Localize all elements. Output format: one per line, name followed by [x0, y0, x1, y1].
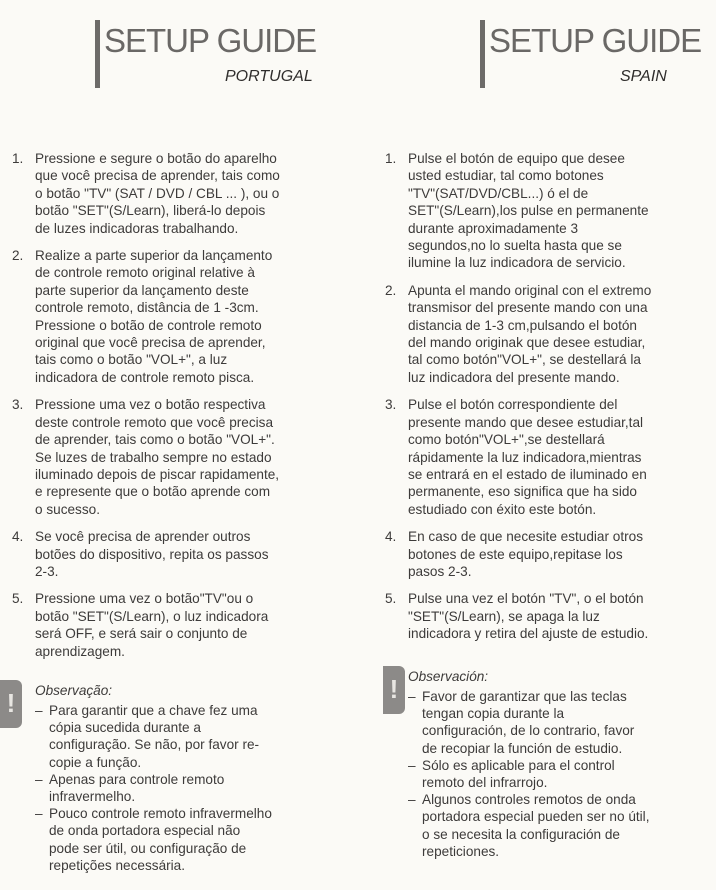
note-text-line: Favor de garantizar que las teclas: [422, 689, 627, 704]
step-text-line: Apunta el mando original con el extremo: [408, 282, 652, 298]
step-number: 1.: [12, 151, 24, 166]
step-text-line: En caso de que necesite estudiar otros: [408, 529, 644, 545]
step-number: 2.: [12, 248, 24, 264]
step-text-line: presente mando que desee estudiar,tal: [408, 414, 644, 430]
note-text-line: pode ser útil, ou configuração de: [49, 840, 247, 856]
step-number: 1.: [385, 151, 397, 166]
step-text-line: "SET"(S/Learn), se apaga la luz: [408, 608, 600, 624]
step-text-line: o botão "TV" (SAT / DVD / CBL ... ), ou o: [35, 185, 280, 201]
steps-list: [385, 150, 710, 653]
note-item: [408, 757, 649, 791]
step-text-line: Pressione o botão de controle remoto: [35, 317, 262, 333]
step-text-line: pasos 2-3.: [408, 563, 472, 579]
step-number: 5.: [385, 591, 397, 607]
step-text-line: SET"(S/Learn),los pulse en permanente: [408, 203, 649, 219]
step-text-line: aprendizagem.: [35, 643, 125, 659]
note-text-line: Algunos controles remotos de onda: [422, 792, 636, 808]
dash-bullet: –: [408, 792, 416, 808]
step-text-line: Pulse el botón correspondiente del: [408, 397, 618, 413]
dash-bullet: –: [408, 757, 416, 773]
step-text-line: tais como o botão "VOL+", a luz: [35, 352, 228, 368]
step-item: [12, 590, 337, 660]
step-item: [12, 528, 337, 580]
step-text-line: durante aproximadamente 3: [408, 220, 579, 236]
step-text-line: permanente, eso significa que ha sido: [408, 484, 637, 500]
step-text-line: de controle remoto original relative à: [35, 265, 255, 281]
step-text-line: del mando originak que desee estudiar,: [408, 335, 646, 351]
step-number: 2.: [385, 282, 397, 298]
step-text-line: transmisor del presente mando con una: [408, 300, 648, 316]
step-text-line: de luzes indicadoras trabalhando.: [35, 220, 239, 236]
step-text-line: se entrará en el estado de iluminado en: [408, 466, 647, 482]
step-text-line: original que você precisa de aprender,: [35, 335, 266, 351]
step-text-line: de aprender, tais como o botão "VOL+".: [35, 432, 275, 448]
step-text-line: Pulse el botón de equipo que desee: [408, 151, 625, 166]
note-text-line: de onda portadora especial não: [49, 823, 241, 839]
step-text-line: distancia de 1-3 cm,pulsando el botón: [408, 317, 637, 333]
note-text-line: remoto del infrarrojo.: [422, 775, 548, 791]
step-number: 5.: [12, 591, 24, 607]
step-text-line: será OFF, e será sair o conjunto de: [35, 626, 248, 642]
step-text-line: botão "SET"(S/Learn), liberá-lo depois: [35, 203, 266, 219]
note-text-line: Sólo es aplicable para el control: [422, 757, 615, 773]
note-text-line: Pouco controle remoto infravermelho: [49, 806, 272, 822]
step-item: [12, 396, 337, 518]
note-item: [35, 702, 272, 771]
note-item: [408, 791, 649, 860]
note-text-line: Apenas para controle remoto: [49, 771, 225, 787]
step-item: [12, 247, 337, 386]
step-text-line: como botón"VOL+",se destellará: [408, 432, 605, 448]
step-text-line: Se luzes de trabalho sempre no estado: [35, 449, 272, 465]
note-item: [35, 805, 272, 874]
step-text-line: estudiado con éxito este botón.: [408, 501, 597, 517]
step-text-line: luz indicadora del presente mando.: [408, 369, 620, 385]
note-text-line: copie a função.: [49, 754, 142, 770]
dash-bullet: –: [35, 771, 43, 787]
note-title: Observação:: [35, 683, 113, 698]
note-text-line: repeticiones.: [422, 843, 500, 859]
step-item: [385, 282, 710, 386]
step-text-line: botones de este equipo,repitase los: [408, 546, 623, 562]
exclamation-icon: !: [0, 680, 22, 728]
header-bar: [95, 20, 100, 88]
step-text-line: tal como botón"VOL+", se destellará la: [408, 352, 641, 368]
step-item: [385, 150, 710, 272]
step-text-line: que você precisa de aprender, tais como: [35, 168, 280, 184]
step-text-line: segundos,no lo suelta hasta que se: [408, 238, 622, 254]
step-text-line: ilumine la luz indicadora de servicio.: [408, 255, 626, 271]
guide-title: SETUP GUIDE: [104, 22, 317, 59]
note-list: [35, 702, 272, 874]
dash-bullet: –: [35, 703, 43, 718]
step-number: 4.: [12, 529, 24, 545]
note-text-line: o se necesita la configuración de: [422, 826, 620, 842]
header-bar: [480, 20, 485, 88]
step-number: 4.: [385, 529, 397, 545]
country-label: PORTUGAL: [225, 68, 313, 85]
step-text-line: rápidamente la luz indicadora,mientras: [408, 449, 642, 465]
step-text-line: Pressione uma vez o botão"TV"ou o: [35, 591, 254, 607]
note-list: [408, 688, 649, 860]
step-text-line: controle remoto, distância de 1 -3cm.: [35, 300, 259, 316]
spain-column: [372, 0, 712, 890]
step-text-line: 2-3.: [35, 563, 59, 579]
step-item: [385, 590, 710, 642]
step-item: [385, 396, 710, 518]
step-text-line: parte superior da lançamento deste: [35, 282, 249, 298]
step-number: 3.: [385, 397, 397, 413]
step-text-line: botão "SET"(S/Learn), o luz indicadora: [35, 608, 269, 624]
exclamation-icon: !: [383, 666, 405, 714]
step-text-line: Pressione e segure o botão do aparelho: [35, 151, 277, 166]
step-text-line: Pressione uma vez o botão respectiva: [35, 397, 266, 413]
step-text-line: iluminado depois de piscar rapidamente,: [35, 466, 280, 482]
note-item: [35, 771, 272, 805]
country-label: SPAIN: [620, 68, 667, 85]
step-text-line: "TV"(SAT/DVD/CBL...) ó el de: [408, 185, 589, 201]
note-text-line: Para garantir que a chave fez uma: [49, 703, 258, 718]
step-text-line: usted estudiar, tal como botones: [408, 168, 604, 184]
step-number: 3.: [12, 397, 24, 413]
note-text-line: cópia sucedida durante a: [49, 720, 201, 736]
step-item: [385, 528, 710, 580]
dash-bullet: –: [408, 689, 416, 704]
steps-list: [12, 150, 337, 670]
step-text-line: deste controle remoto que você precisa: [35, 414, 274, 430]
step-text-line: indicadora y retira del ajuste de estudio.: [408, 626, 649, 642]
dash-bullet: –: [35, 806, 43, 822]
note-text-line: infravermelho.: [49, 789, 136, 805]
note-title: Observación:: [408, 669, 489, 684]
note-text-line: portadora especial pueden ser no útil,: [422, 809, 650, 825]
note-text-line: repetições necessária.: [49, 857, 186, 873]
guide-title: SETUP GUIDE: [489, 22, 702, 59]
step-text-line: indicadora de controle remoto pisca.: [35, 369, 255, 385]
step-text-line: botões do dispositivo, repita os passos: [35, 546, 269, 562]
step-text-line: Pulse una vez el botón "TV", o el botón: [408, 591, 644, 607]
note-text-line: de recopiar la función de estudio.: [422, 740, 623, 756]
note-text-line: tengan copia durante la: [422, 706, 565, 722]
note-item: [408, 688, 649, 757]
step-text-line: Se você precisa de aprender outros: [35, 529, 251, 545]
note-text-line: configuración, de lo contrario, favor: [422, 723, 635, 739]
step-text-line: e represente que o botão aprende com: [35, 484, 271, 500]
note-text-line: configuração. Se não, por favor re-: [49, 737, 260, 753]
step-text-line: o sucesso.: [35, 501, 100, 517]
step-text-line: Realize a parte superior da lançamento: [35, 248, 273, 264]
portugal-column: [0, 0, 340, 890]
step-item: [12, 150, 337, 237]
